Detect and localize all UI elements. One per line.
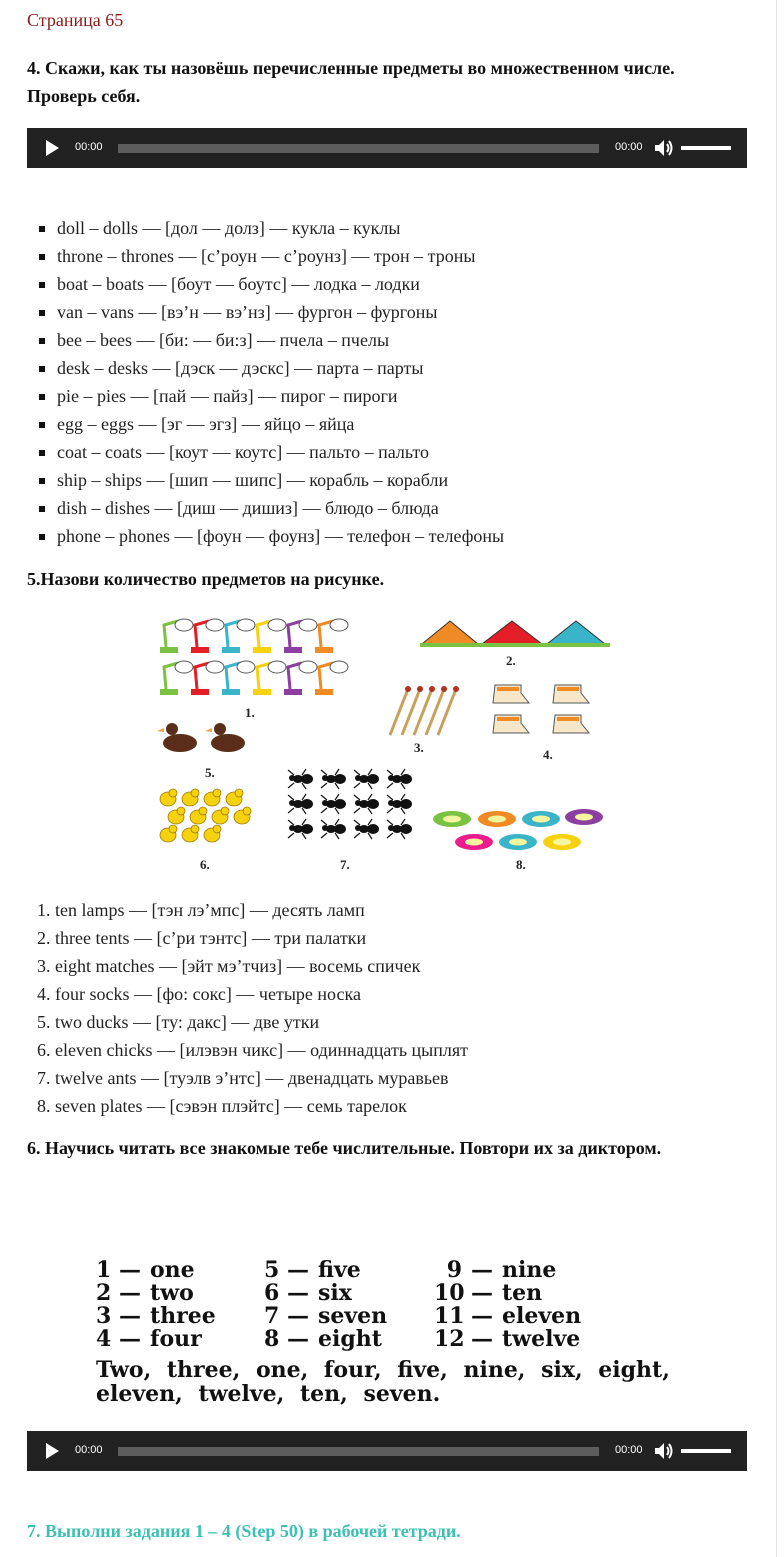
page-label: Страница 65 <box>27 10 124 30</box>
right-divider <box>776 0 777 1557</box>
numerals-sequence: Two, three, one, four, five, nine, six, eight, eleven, twelve, ten, seven. <box>96 1357 670 1407</box>
numeral-digit: 10 <box>434 1280 465 1306</box>
plate-icon <box>499 834 537 850</box>
ant-icon <box>387 769 412 789</box>
ant-icon <box>321 769 346 789</box>
numeral-word: ten <box>502 1280 543 1306</box>
list-item: 5. two ducks — [ту: дакс] — две утки <box>37 1012 320 1032</box>
list-item: doll – dolls — [дол — долз] — кукла – куклы <box>29 214 504 242</box>
sock-icon <box>553 685 589 703</box>
sock-icon <box>553 715 589 733</box>
lamp-icon <box>253 619 286 653</box>
plate-icon <box>455 834 493 850</box>
list-item: phone – phones — [фоун — фоунз] — телефон – телефоны <box>29 522 504 550</box>
plural-word-list <box>29 214 504 550</box>
numeral-digit: 9 <box>446 1257 462 1283</box>
task7-heading: 7. Выполни задания 1 – 4 (Step 50) в рабочей тетради. <box>27 1521 461 1541</box>
volume-slider[interactable] <box>681 146 731 150</box>
numeral-digit: 1 <box>96 1257 112 1283</box>
numerals-table: 1 — one 5 — five 9 — nine 2 — two 6 — six 10 — ten 3 — three 7 — seven 11 — eleven 4 — four 8 — eight 12 — twelve <box>96 1257 582 1352</box>
numeral-word: three <box>150 1303 216 1329</box>
task6-heading: 6. Научись читать все знакомые тебе числительные. Повтори их за диктором. <box>27 1138 662 1158</box>
caption-4: 4. <box>543 747 553 762</box>
ducks-group <box>157 723 245 752</box>
numeral-digit: 5 <box>264 1257 280 1283</box>
play-button[interactable] <box>46 140 59 156</box>
ants-group <box>288 769 412 839</box>
volume-icon[interactable] <box>654 139 674 157</box>
list-item: boat – boats — [боут — боутс] — лодка – лодки <box>29 270 504 298</box>
list-item: bee – bees — [би: — би:з] — пчела – пчелы <box>29 326 504 354</box>
chick-icon <box>204 789 221 806</box>
numeral-word: one <box>150 1257 195 1283</box>
caption-7: 7. <box>340 857 350 872</box>
numeral-digit: 3 <box>96 1303 112 1329</box>
chicks-group <box>160 789 251 842</box>
ant-icon <box>387 819 412 839</box>
numeral-word: five <box>318 1257 361 1283</box>
lamp-icon <box>222 619 255 653</box>
caption-6: 6. <box>200 857 210 872</box>
numeral-word: eight <box>318 1326 382 1352</box>
lamps-group <box>160 619 348 695</box>
volume-slider[interactable] <box>681 1449 731 1453</box>
list-item: dish – dishes — [диш — дишиз] — блюдо – блюда <box>29 494 504 522</box>
caption-8: 8. <box>516 857 526 872</box>
play-button[interactable] <box>46 1443 59 1459</box>
numeral-digit: 12 <box>434 1326 465 1352</box>
plates-group <box>433 809 603 850</box>
plate-icon <box>543 834 581 850</box>
progress-rail[interactable] <box>118 144 599 153</box>
lamp-icon <box>253 661 286 695</box>
matches-group <box>390 686 459 735</box>
ant-icon <box>288 794 313 814</box>
sock-icon <box>493 715 529 733</box>
lamp-icon <box>191 661 224 695</box>
numeral-digit: 2 <box>96 1280 112 1306</box>
lamp-icon <box>160 619 193 653</box>
progress-rail[interactable] <box>118 1447 599 1456</box>
list-item: desk – desks — [дэск — дэскс] — парта – парты <box>29 354 504 382</box>
numeral-word: nine <box>502 1257 557 1283</box>
caption-1: 1. <box>245 705 255 720</box>
list-item: egg – eggs — [эг — эгз] — яйцо – яйца <box>29 410 504 438</box>
list-item: 6. eleven chicks — [илэвэн чикс] — одиннадцать цыплят <box>37 1040 469 1060</box>
ant-icon <box>354 794 379 814</box>
numeral-word: six <box>318 1280 352 1306</box>
ant-icon <box>321 819 346 839</box>
lamp-icon <box>191 619 224 653</box>
plate-icon <box>433 811 471 827</box>
chick-icon <box>182 825 199 842</box>
counting-illustration <box>150 607 620 879</box>
audio-player-task6 <box>27 1431 747 1471</box>
task5-heading: 5.Назови количество предметов на рисунке. <box>27 569 385 589</box>
volume-icon[interactable] <box>654 1442 674 1460</box>
ant-icon <box>354 819 379 839</box>
ant-icon <box>321 794 346 814</box>
lamp-icon <box>315 619 348 653</box>
duration: 00:00 <box>615 1444 643 1456</box>
audio-player-task4 <box>27 128 747 168</box>
list-item: 2. three tents — [с’ри тэнтс] — три палатки <box>37 928 367 948</box>
caption-3: 3. <box>414 740 424 755</box>
ant-icon <box>387 794 412 814</box>
list-item: 8. seven plates — [сэвэн плэйтс] — семь тарелок <box>37 1096 407 1116</box>
numeral-digit: 7 <box>264 1303 280 1329</box>
list-item: 4. four socks — [фо: сокс] — четыре носка <box>37 984 361 1004</box>
chick-icon <box>204 825 221 842</box>
socks-group <box>493 685 589 733</box>
numeral-word: two <box>150 1280 194 1306</box>
counting-answers <box>37 896 468 1120</box>
numeral-word: eleven <box>502 1303 582 1329</box>
list-item: van – vans — [вэ’н — вэ’нз] — фургон – фургоны <box>29 298 504 326</box>
list-item: 7. twelve ants — [туэлв э’нтс] — двенадцать муравьев <box>37 1068 449 1088</box>
list-item: 3. eight matches — [эйт мэ’тчиз] — восемь спичек <box>37 956 421 976</box>
ant-icon <box>288 769 313 789</box>
list-item: pie – pies — [пай — пайз] — пирог – пироги <box>29 382 504 410</box>
chick-icon <box>226 789 243 806</box>
lamp-icon <box>222 661 255 695</box>
chick-icon <box>182 789 199 806</box>
tents-group <box>420 621 610 647</box>
caption-5: 5. <box>205 765 215 780</box>
numeral-digit: 4 <box>96 1326 112 1352</box>
chick-icon <box>190 807 207 824</box>
lamp-icon <box>284 619 317 653</box>
list-item: ship – ships — [шип — шипс] — корабль – корабли <box>29 466 504 494</box>
caption-2: 2. <box>506 653 516 668</box>
chick-icon <box>234 807 251 824</box>
plate-icon <box>478 811 516 827</box>
plate-icon <box>565 809 603 825</box>
sock-icon <box>493 685 529 703</box>
chick-icon <box>212 807 229 824</box>
numeral-word: four <box>150 1326 202 1352</box>
current-time: 00:00 <box>75 141 103 153</box>
numeral-digit: 6 <box>264 1280 280 1306</box>
numeral-digit: 11 <box>434 1303 465 1329</box>
numeral-digit: 8 <box>264 1326 280 1352</box>
chick-icon <box>160 789 177 806</box>
current-time: 00:00 <box>75 1444 103 1456</box>
ant-icon <box>288 819 313 839</box>
lamp-icon <box>284 661 317 695</box>
lamp-icon <box>160 661 193 695</box>
numeral-word: seven <box>318 1303 388 1329</box>
lamp-icon <box>315 661 348 695</box>
numeral-word: twelve <box>502 1326 581 1352</box>
chick-icon <box>160 825 177 842</box>
plate-icon <box>522 811 560 827</box>
ant-icon <box>354 769 379 789</box>
duration: 00:00 <box>615 141 643 153</box>
list-item: coat – coats — [коут — коутс] — пальто – пальто <box>29 438 504 466</box>
list-item: throne – thrones — [с’роун — с’роунз] — трон – троны <box>29 242 504 270</box>
task4-heading: 4. Скажи, как ты назовёшь перечисленные предметы во множественном числе. Проверь себя. <box>27 58 675 106</box>
list-item: 1. ten lamps — [тэн лэ’мпс] — десять ламп <box>37 900 365 920</box>
chick-icon <box>168 807 185 824</box>
